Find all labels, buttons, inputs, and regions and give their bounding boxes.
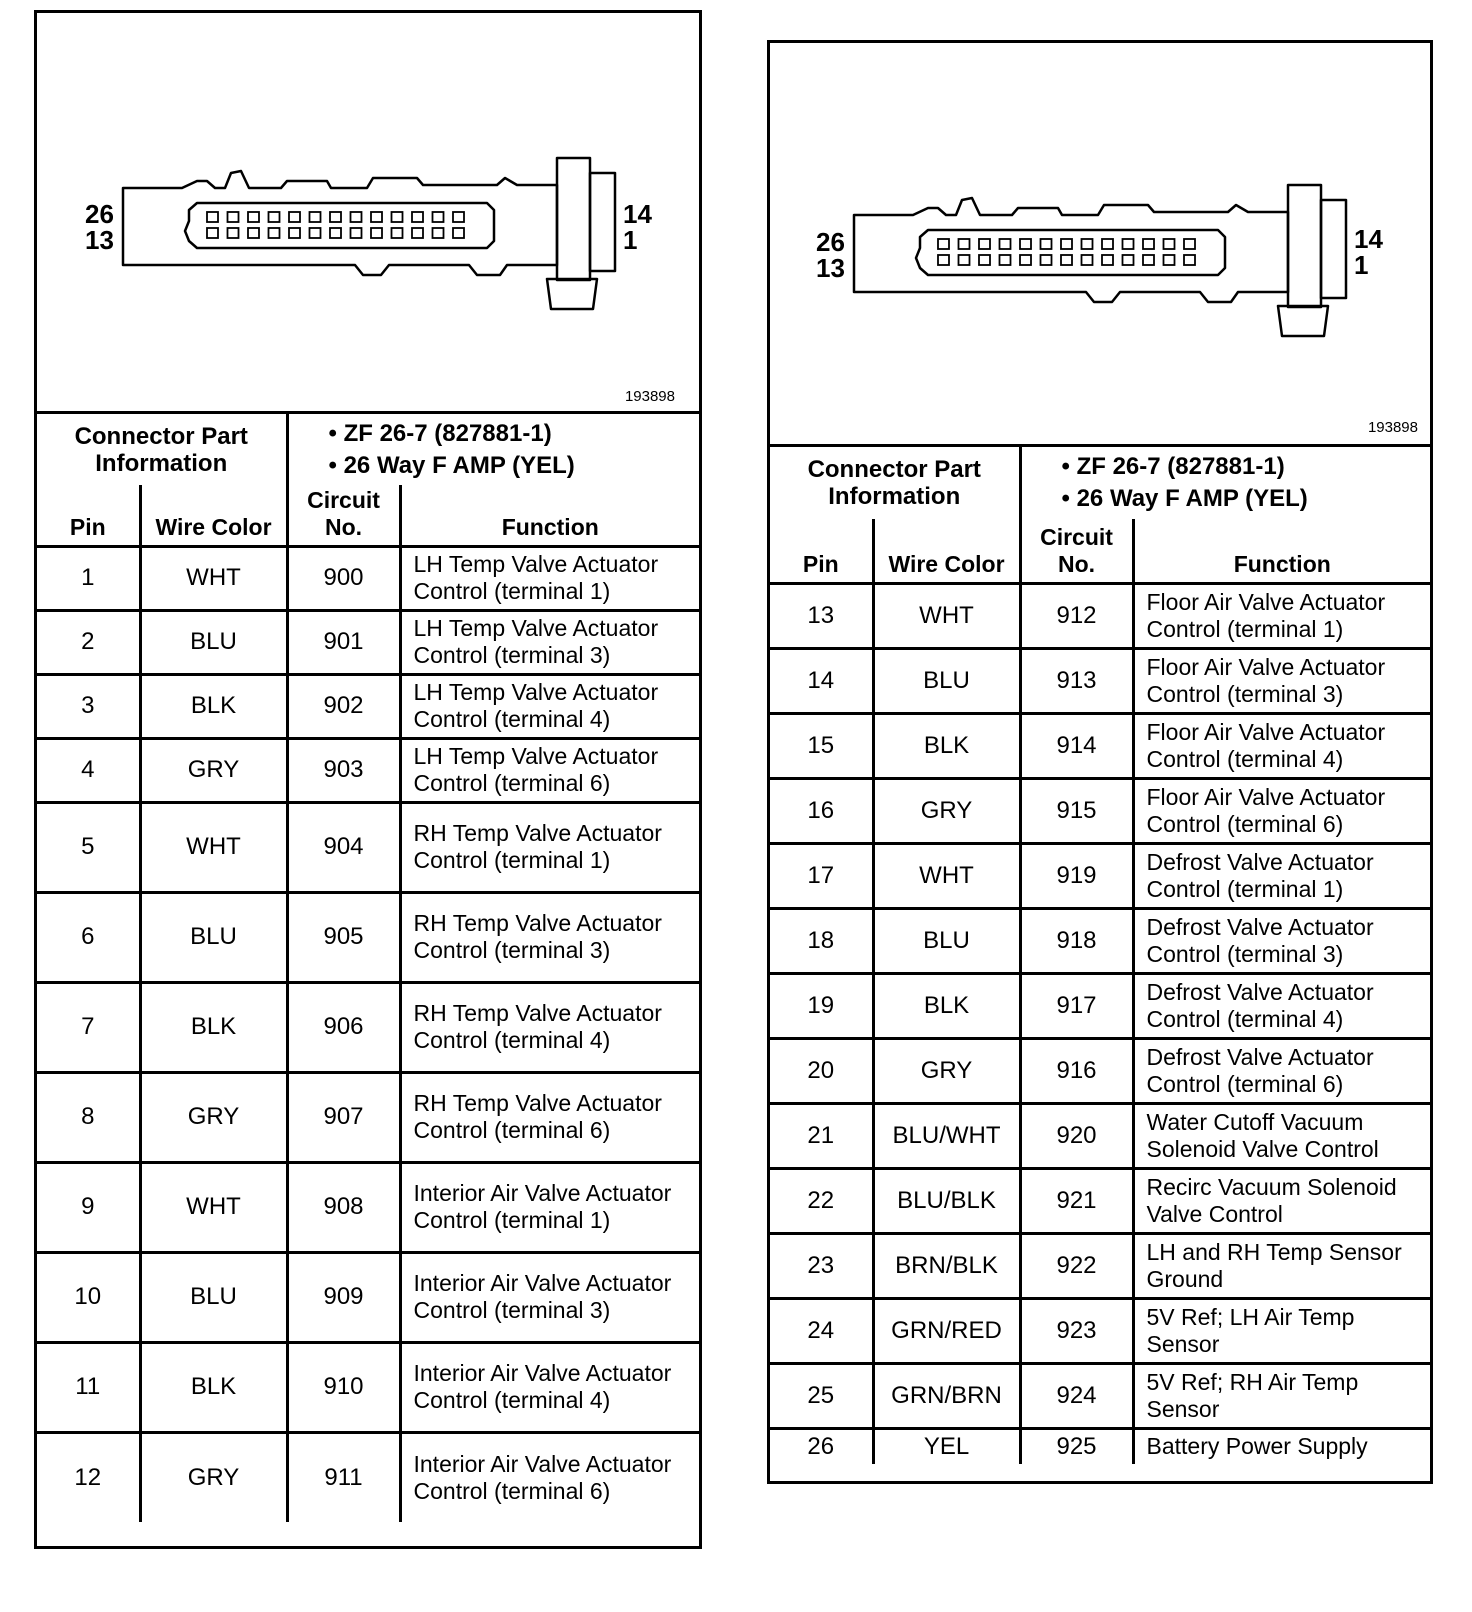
- header-circuit-no: Circuit No.: [1020, 519, 1133, 583]
- function-cell: Interior Air Valve Actuator Control (terminal 3): [400, 1252, 699, 1342]
- connector-type: • 26 Way F AMP (YEL): [329, 450, 700, 482]
- table-row: [770, 1363, 1430, 1428]
- wire-color-cell: BLK: [873, 973, 1020, 1038]
- pin-cell: 9: [37, 1162, 140, 1252]
- table-row: [770, 1168, 1430, 1233]
- pin-cell: 10: [37, 1252, 140, 1342]
- pin-cavity: [1082, 255, 1093, 265]
- connector-info-label: Connector Part Information: [37, 414, 287, 485]
- pin-label-13: 13: [85, 225, 114, 255]
- function-cell: RH Temp Valve Actuator Control (terminal 1): [400, 802, 699, 892]
- pin-cavity: [1143, 255, 1154, 265]
- pin-cavity: [228, 228, 239, 238]
- part-number: • ZF 26-7 (827881-1): [329, 418, 700, 450]
- pin-label-13: 13: [816, 253, 845, 283]
- pin-cell: 8: [37, 1072, 140, 1162]
- wire-color-cell: GRY: [140, 1072, 287, 1162]
- circuit-cell: 909: [287, 1252, 400, 1342]
- function-cell: Defrost Valve Actuator Control (terminal 1): [1133, 843, 1430, 908]
- pinout-table: [770, 519, 1430, 1464]
- wire-color-cell: WHT: [140, 802, 287, 892]
- wire-color-cell: BLU: [140, 1252, 287, 1342]
- pin-cavity: [207, 228, 218, 238]
- circuit-cell: 917: [1020, 973, 1133, 1038]
- circuit-cell: 914: [1020, 713, 1133, 778]
- header-function: Function: [1133, 519, 1430, 583]
- circuit-cell: 902: [287, 674, 400, 738]
- pin-cavity: [289, 212, 300, 222]
- function-cell: Interior Air Valve Actuator Control (terminal 1): [400, 1162, 699, 1252]
- pin-cell: 13: [770, 583, 873, 648]
- pin-cavity: [1020, 255, 1031, 265]
- function-cell: Floor Air Valve Actuator Control (terminal 3): [1133, 648, 1430, 713]
- function-cell: RH Temp Valve Actuator Control (terminal 3): [400, 892, 699, 982]
- pin-cavity: [979, 255, 990, 265]
- table-row: [37, 982, 699, 1072]
- pin-label-26: 26: [85, 199, 114, 229]
- table-row: [37, 1072, 699, 1162]
- connector-info-table: [37, 414, 699, 485]
- function-cell: LH Temp Valve Actuator Control (terminal 3): [400, 610, 699, 674]
- pin-cavity: [1164, 239, 1175, 249]
- figure-number: 193898: [624, 388, 675, 405]
- pin-cell: 4: [37, 738, 140, 802]
- wire-color-cell: BLU: [873, 908, 1020, 973]
- pin-cavity: [412, 212, 423, 222]
- pin-cavity: [330, 228, 341, 238]
- header-wire-color: Wire Color: [873, 519, 1020, 583]
- pin-cell: 15: [770, 713, 873, 778]
- table-row: [37, 1162, 699, 1252]
- pin-cavity: [228, 212, 239, 222]
- circuit-cell: 908: [287, 1162, 400, 1252]
- pin-cell: 12: [37, 1432, 140, 1522]
- header-pin: Pin: [770, 519, 873, 583]
- connector-panel-left: [34, 10, 702, 1549]
- connector-diagram: [770, 43, 1430, 447]
- pin-cell: 18: [770, 908, 873, 973]
- function-cell: Floor Air Valve Actuator Control (terminal 1): [1133, 583, 1430, 648]
- connector-face-illustration: [770, 43, 1430, 444]
- pin-cavity: [269, 228, 280, 238]
- table-row: [770, 1298, 1430, 1363]
- table-row: [37, 1432, 699, 1522]
- part-number: • ZF 26-7 (827881-1): [1062, 451, 1431, 483]
- pin-cavity: [1041, 239, 1052, 249]
- wire-color-cell: WHT: [873, 843, 1020, 908]
- circuit-cell: 916: [1020, 1038, 1133, 1103]
- function-cell: Water Cutoff Vacuum Solenoid Valve Control: [1133, 1103, 1430, 1168]
- pinout-table: [37, 485, 699, 1522]
- pin-cavity: [433, 212, 444, 222]
- pin-cavity: [310, 228, 321, 238]
- pin-cell: 22: [770, 1168, 873, 1233]
- pin-cavity: [938, 255, 949, 265]
- pin-cell: 11: [37, 1342, 140, 1432]
- table-row: [37, 802, 699, 892]
- connector-info-values: [287, 414, 699, 485]
- function-cell: Floor Air Valve Actuator Control (terminal 6): [1133, 778, 1430, 843]
- pin-cell: 7: [37, 982, 140, 1072]
- wire-color-cell: BLU: [140, 892, 287, 982]
- pin-cell: 17: [770, 843, 873, 908]
- table-row: [37, 1252, 699, 1342]
- pin-cell: 2: [37, 610, 140, 674]
- pin-cavity: [392, 228, 403, 238]
- circuit-cell: 904: [287, 802, 400, 892]
- table-row: [770, 843, 1430, 908]
- wire-color-cell: GRY: [873, 778, 1020, 843]
- pin-cell: 3: [37, 674, 140, 738]
- header-wire-color: Wire Color: [140, 485, 287, 546]
- function-cell: LH Temp Valve Actuator Control (terminal 1): [400, 546, 699, 610]
- connector-panel-right: [767, 40, 1433, 1484]
- wire-color-cell: WHT: [140, 1162, 287, 1252]
- header-circuit-no: Circuit No.: [287, 485, 400, 546]
- circuit-cell: 906: [287, 982, 400, 1072]
- pin-cavity: [371, 212, 382, 222]
- table-row: [770, 1233, 1430, 1298]
- table-row: [37, 610, 699, 674]
- wire-color-cell: BLK: [140, 982, 287, 1072]
- function-cell: Defrost Valve Actuator Control (terminal 6): [1133, 1038, 1430, 1103]
- pin-label-26: 26: [816, 227, 845, 257]
- pin-cell: 23: [770, 1233, 873, 1298]
- table-row: [37, 892, 699, 982]
- circuit-cell: 900: [287, 546, 400, 610]
- wire-color-cell: BLU/WHT: [873, 1103, 1020, 1168]
- wire-color-cell: BRN/BLK: [873, 1233, 1020, 1298]
- pin-cell: 6: [37, 892, 140, 982]
- table-row: [37, 738, 699, 802]
- function-cell: LH Temp Valve Actuator Control (terminal 4): [400, 674, 699, 738]
- connector-info-label: Connector Part Information: [770, 447, 1020, 519]
- pin-cavity: [248, 228, 259, 238]
- header-function: Function: [400, 485, 699, 546]
- pin-cavity: [959, 239, 970, 249]
- pin-cell: 21: [770, 1103, 873, 1168]
- circuit-cell: 913: [1020, 648, 1133, 713]
- pin-cavity: [412, 228, 423, 238]
- pin-cavity: [453, 228, 464, 238]
- pin-cell: 14: [770, 648, 873, 713]
- figure-number: 193898: [1367, 419, 1418, 436]
- connector-info-values: [1020, 447, 1430, 519]
- pin-cell: 5: [37, 802, 140, 892]
- pin-cavity: [1123, 239, 1134, 249]
- function-cell: RH Temp Valve Actuator Control (terminal 6): [400, 1072, 699, 1162]
- pin-cavity: [371, 228, 382, 238]
- pin-cavity: [330, 212, 341, 222]
- pin-cell: 25: [770, 1363, 873, 1428]
- table-row: [37, 1342, 699, 1432]
- wire-color-cell: GRN/BRN: [873, 1363, 1020, 1428]
- pin-cavity: [1184, 255, 1195, 265]
- circuit-cell: 903: [287, 738, 400, 802]
- table-row: [770, 908, 1430, 973]
- table-row: [770, 713, 1430, 778]
- table-row: [770, 1038, 1430, 1103]
- pin-label-14: 14: [1354, 224, 1383, 254]
- wire-color-cell: BLU/BLK: [873, 1168, 1020, 1233]
- table-row: [770, 648, 1430, 713]
- wire-color-cell: BLU: [873, 648, 1020, 713]
- pin-cavity: [979, 239, 990, 249]
- wire-color-cell: GRN/RED: [873, 1298, 1020, 1363]
- pin-cavity: [1102, 239, 1113, 249]
- pin-cell: 1: [37, 546, 140, 610]
- header-pin: Pin: [37, 485, 140, 546]
- wire-color-cell: BLK: [873, 713, 1020, 778]
- pin-cavity: [453, 212, 464, 222]
- pin-cavity: [1102, 255, 1113, 265]
- wire-color-cell: GRY: [140, 1432, 287, 1522]
- wire-color-cell: GRY: [873, 1038, 1020, 1103]
- function-cell: LH Temp Valve Actuator Control (terminal 6): [400, 738, 699, 802]
- pin-cavity: [1041, 255, 1052, 265]
- wire-color-cell: GRY: [140, 738, 287, 802]
- function-cell: LH and RH Temp Sensor Ground: [1133, 1233, 1430, 1298]
- pin-cavity: [433, 228, 444, 238]
- pin-cavity: [1061, 239, 1072, 249]
- circuit-cell: 925: [1020, 1428, 1133, 1464]
- circuit-cell: 905: [287, 892, 400, 982]
- pin-cavity: [959, 255, 970, 265]
- connector-type: • 26 Way F AMP (YEL): [1062, 483, 1431, 515]
- pin-cavity: [310, 212, 321, 222]
- function-cell: Battery Power Supply: [1133, 1428, 1430, 1464]
- circuit-cell: 907: [287, 1072, 400, 1162]
- circuit-cell: 918: [1020, 908, 1133, 973]
- circuit-cell: 912: [1020, 583, 1133, 648]
- circuit-cell: 911: [287, 1432, 400, 1522]
- connector-face-illustration: [37, 13, 699, 411]
- pin-cavity: [248, 212, 259, 222]
- circuit-cell: 901: [287, 610, 400, 674]
- pin-cell: 20: [770, 1038, 873, 1103]
- pin-cell: 19: [770, 973, 873, 1038]
- function-cell: Floor Air Valve Actuator Control (terminal 4): [1133, 713, 1430, 778]
- function-cell: 5V Ref; LH Air Temp Sensor: [1133, 1298, 1430, 1363]
- pin-cavity: [351, 228, 362, 238]
- circuit-cell: 919: [1020, 843, 1133, 908]
- function-cell: Recirc Vacuum Solenoid Valve Control: [1133, 1168, 1430, 1233]
- wire-color-cell: WHT: [873, 583, 1020, 648]
- pin-cavity: [1000, 239, 1011, 249]
- pin-cell: 16: [770, 778, 873, 843]
- table-row: [770, 1428, 1430, 1464]
- function-cell: Defrost Valve Actuator Control (terminal 3): [1133, 908, 1430, 973]
- table-row: [770, 583, 1430, 648]
- pin-cavity: [269, 212, 280, 222]
- pin-cavity: [1020, 239, 1031, 249]
- function-cell: Defrost Valve Actuator Control (terminal 4): [1133, 973, 1430, 1038]
- pin-cell: 26: [770, 1428, 873, 1464]
- function-cell: Interior Air Valve Actuator Control (terminal 6): [400, 1432, 699, 1522]
- pin-label-1: 1: [623, 225, 638, 255]
- circuit-cell: 910: [287, 1342, 400, 1432]
- function-cell: Interior Air Valve Actuator Control (terminal 4): [400, 1342, 699, 1432]
- pin-cavity: [1143, 239, 1154, 249]
- pin-cavity: [289, 228, 300, 238]
- pin-cavity: [1164, 255, 1175, 265]
- table-row: [770, 973, 1430, 1038]
- circuit-cell: 921: [1020, 1168, 1133, 1233]
- pin-cavity: [1061, 255, 1072, 265]
- table-row: [37, 674, 699, 738]
- pin-cavity: [392, 212, 403, 222]
- pin-cavity: [207, 212, 218, 222]
- connector-info-table: [770, 447, 1430, 519]
- circuit-cell: 922: [1020, 1233, 1133, 1298]
- circuit-cell: 923: [1020, 1298, 1133, 1363]
- function-cell: 5V Ref; RH Air Temp Sensor: [1133, 1363, 1430, 1428]
- connector-diagram: [37, 13, 699, 414]
- pin-label-14: 14: [623, 199, 652, 229]
- pin-cavity: [1082, 239, 1093, 249]
- wire-color-cell: YEL: [873, 1428, 1020, 1464]
- table-row: [37, 546, 699, 610]
- pin-cavity: [938, 239, 949, 249]
- pin-cavity: [1000, 255, 1011, 265]
- circuit-cell: 924: [1020, 1363, 1133, 1428]
- pin-cavity: [1123, 255, 1134, 265]
- function-cell: RH Temp Valve Actuator Control (terminal 4): [400, 982, 699, 1072]
- table-row: [770, 1103, 1430, 1168]
- wire-color-cell: BLK: [140, 674, 287, 738]
- wire-color-cell: BLK: [140, 1342, 287, 1432]
- table-row: [770, 778, 1430, 843]
- wire-color-cell: BLU: [140, 610, 287, 674]
- circuit-cell: 915: [1020, 778, 1133, 843]
- circuit-cell: 920: [1020, 1103, 1133, 1168]
- pin-cell: 24: [770, 1298, 873, 1363]
- wire-color-cell: WHT: [140, 546, 287, 610]
- pin-cavity: [1184, 239, 1195, 249]
- pin-cavity: [351, 212, 362, 222]
- pin-label-1: 1: [1354, 250, 1369, 280]
